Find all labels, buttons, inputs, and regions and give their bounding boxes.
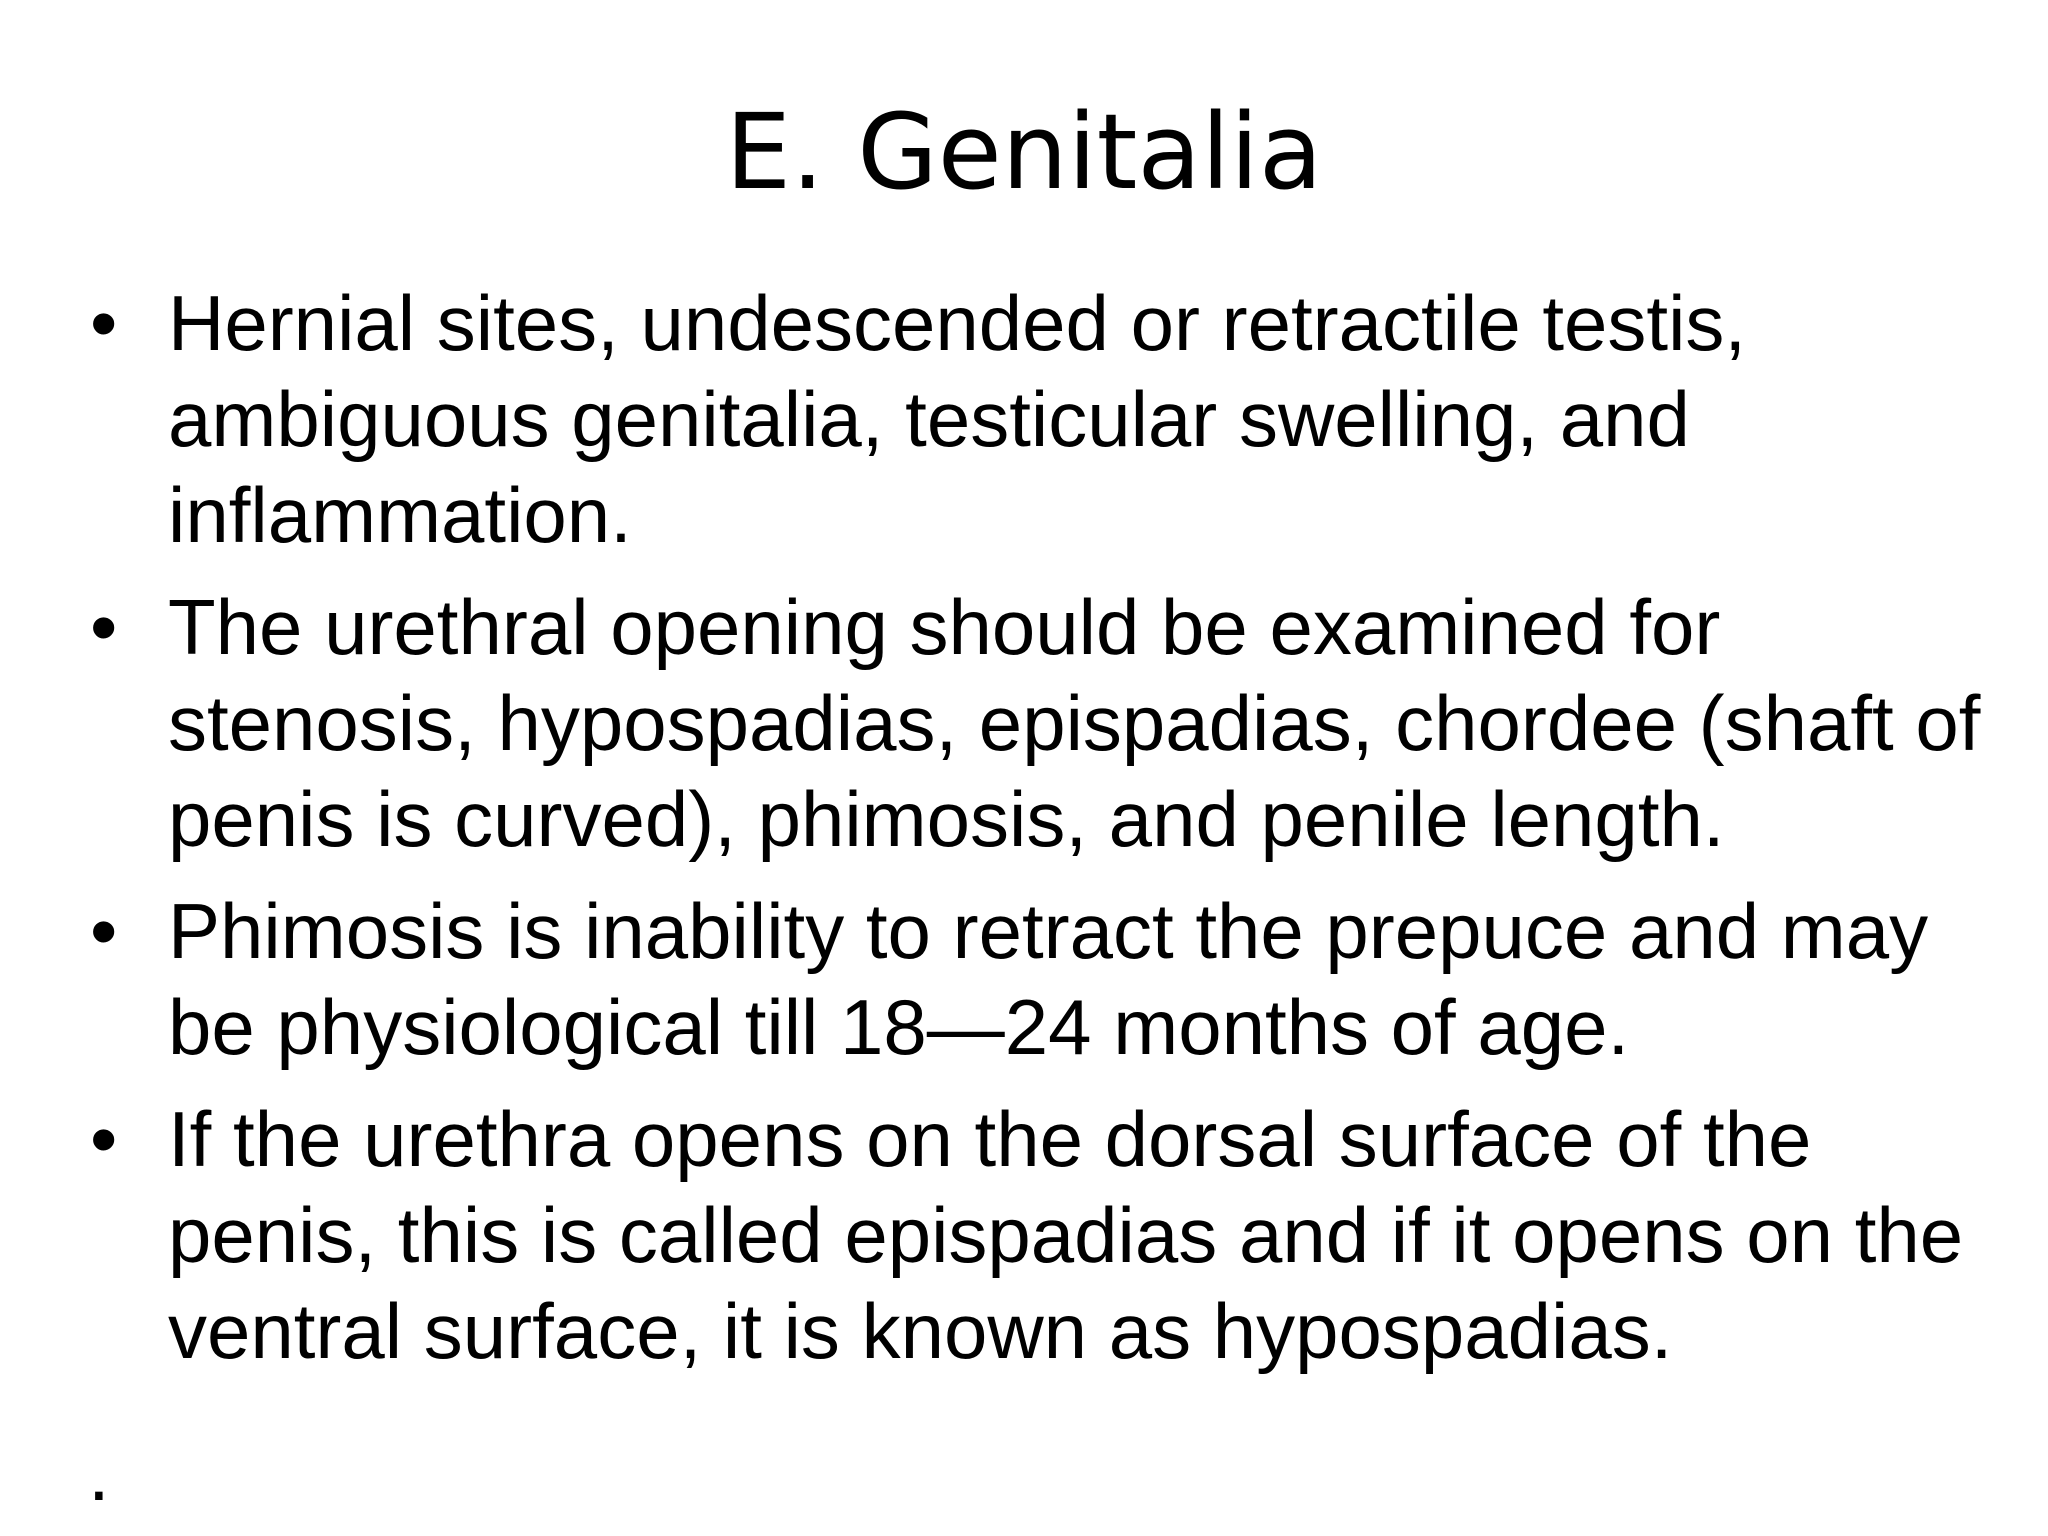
bullet-item [90, 275, 1990, 563]
bullet-text: Phimosis is inability to retract the prepuce and may be physiological till 18—24 months of age. [168, 887, 1929, 1071]
bullet-marker: • [90, 1095, 118, 1183]
bullet-marker: • [90, 279, 118, 367]
bullet-text: If the urethra opens on the dorsal surface of the penis, this is called epispadias and if it opens on the ventral surface, it is known as hypospadias. [168, 1095, 1964, 1375]
bullet-text: The urethral opening should be examined for stenosis, hypospadias, epispadias, chordee (shaft of penis is curved), phimosis, and penile length. [168, 583, 1981, 863]
bullet-item [90, 1091, 1990, 1379]
bullet-marker: • [90, 583, 118, 671]
bullet-text: Hernial sites, undescended or retractile testis, ambiguous genitalia, testicular swelling, and inflammation. [168, 279, 1747, 559]
bullet-list [90, 275, 1990, 1395]
bullet-marker: • [90, 887, 118, 975]
bullet-item [90, 579, 1990, 867]
trailing-period: . [88, 1429, 110, 1517]
slide-title: E. Genitalia [725, 91, 1323, 213]
bullet-item [90, 883, 1990, 1075]
